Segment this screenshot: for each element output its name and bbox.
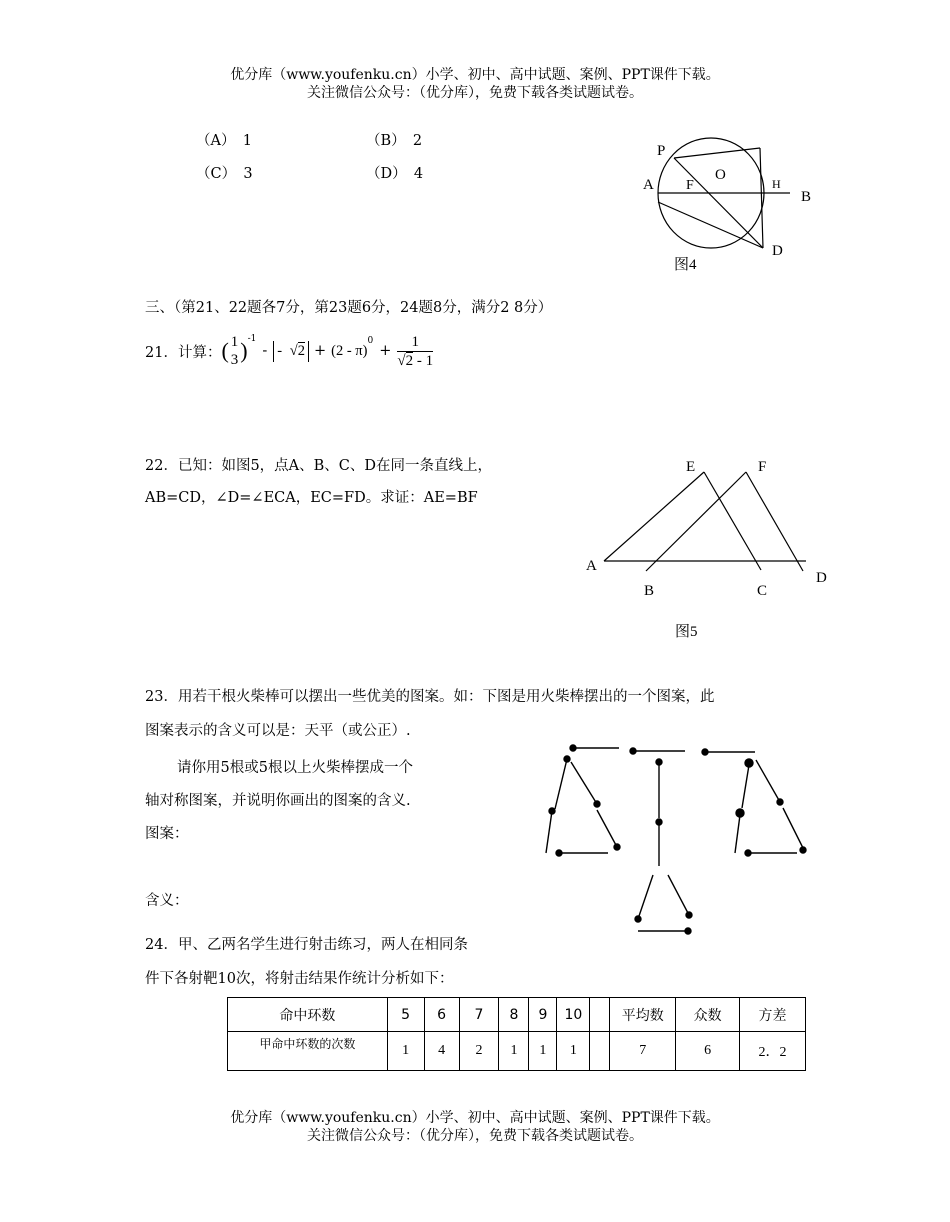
matchstick-head (594, 801, 600, 807)
q23-line-1: 23．用若干根火柴棒可以摆出一些优美的图案。如：下图是用火柴棒摆出的一个图案，此 (145, 689, 715, 705)
figure-4-caption: 图4 (674, 257, 697, 273)
matchstick-head (685, 928, 691, 934)
q21-sup-neg1: -1 (247, 334, 257, 344)
label-b: B (801, 189, 812, 205)
matchstick-head (736, 809, 744, 817)
table-header-cell: 9 (529, 998, 557, 1032)
table-header-cell: 众数 (676, 998, 740, 1032)
question-21: 21．计算： ( 1 3 ) $^{-1}$ - - √2 + (2 - π) $^0$ + $\frac{1}{√2 - 1}$ (145, 333, 434, 369)
line-ae (604, 472, 704, 561)
matchstick-head (635, 916, 641, 922)
line-bf (646, 472, 746, 571)
label-d: D (772, 243, 783, 259)
footer-line-1: 优分库（www.youfenku.cn）小学、初中、高中试题、案例、PPT课件下载。 (230, 1110, 720, 1126)
table-header-cell (590, 998, 610, 1032)
matchstick-head (556, 850, 562, 856)
matchstick (546, 811, 552, 853)
table-row (228, 1032, 806, 1071)
table-cell: 1 (557, 1032, 590, 1071)
header-line-1: 优分库（www.youfenku.cn）小学、初中、高中试题、案例、PPT课件下载。 (230, 67, 720, 83)
q22-line-1: 22．已知：如图5，点A、B、C、D在同一条直线上， (145, 458, 493, 474)
table-cell (590, 1032, 610, 1071)
table-cell: 甲命中环数的次数 (228, 1032, 388, 1071)
table-cell: 6 (676, 1032, 740, 1071)
footer-line-2: 关注微信公众号：（优分库），免费下载各类试题试卷。 (307, 1128, 643, 1144)
matchstick-head (570, 745, 576, 751)
matchstick (735, 815, 740, 853)
option-b: （B） 2 (366, 133, 423, 149)
q23-meaning-label: 含义： (145, 893, 189, 909)
table-cell: 4 (424, 1032, 459, 1071)
q21-frac-num: 1 (230, 334, 239, 350)
matchstick-head (800, 847, 806, 853)
table-cell: 1 (387, 1032, 424, 1071)
q21-plus-2: + (379, 343, 392, 359)
matchstick-head (656, 819, 662, 825)
matchstick-head (564, 756, 570, 762)
q21-f2-tail: - 1 (416, 352, 434, 369)
q23-pattern-label: 图案： (145, 826, 189, 842)
q21-f2-sqrt: 2 (405, 352, 414, 369)
q21-plus-1: + (313, 343, 327, 359)
matchstick-head (777, 799, 783, 805)
label-a: A (586, 558, 597, 574)
label-o: O (715, 167, 726, 183)
option-d: （D） 4 (366, 166, 424, 182)
label-f: F (686, 178, 694, 193)
line-ad (658, 202, 763, 248)
line-ec (704, 472, 761, 570)
matchstick-head (614, 844, 620, 850)
matchstick (783, 808, 803, 848)
line-fd (746, 472, 803, 571)
label-a: A (643, 177, 654, 193)
shooting-stats-table (227, 997, 806, 1071)
line-h-d (760, 148, 763, 248)
q23-line-2: 图案表示的含义可以是：天平（或公正）. (145, 723, 411, 739)
q21-frac-den: 3 (230, 352, 239, 368)
q24-line-1: 24．甲、乙两名学生进行射击练习，两人在相同条 (145, 937, 468, 953)
matchstick (571, 762, 597, 804)
label-h: H (772, 177, 781, 191)
matchstick-head (549, 808, 555, 814)
figure-5 (580, 450, 840, 650)
table-header-cell: 方差 (740, 998, 806, 1032)
section-3-title: 三、（第21、22题各7分，第23题6分，24题8分，满分2 8分） (145, 300, 553, 316)
q21-abs-minus: - (277, 342, 283, 359)
header-line-2: 关注微信公众号：（优分库），免费下载各类试题试卷。 (307, 85, 643, 101)
table-cell: 2．2 (740, 1032, 806, 1071)
q21-paren: (2 - π) (331, 342, 368, 359)
q21-prefix: 21．计算： (145, 344, 222, 361)
label-d: D (816, 570, 827, 586)
table-header-cell: 6 (424, 998, 459, 1032)
table-cell: 7 (610, 1032, 676, 1071)
matchstick-head (686, 912, 692, 918)
table-header-cell: 8 (499, 998, 529, 1032)
figure-4 (630, 130, 830, 280)
matchstick-head (702, 749, 708, 755)
table-cell: 1 (499, 1032, 529, 1071)
q21-sqrt-arg: 2 (297, 342, 305, 359)
q23-line-3: 请你用5根或5根以上火柴棒摆成一个 (177, 760, 413, 776)
matchstick-head (745, 759, 753, 767)
option-a: （A） 1 (196, 133, 252, 149)
label-e: E (686, 459, 696, 475)
table-header-cell: 平均数 (610, 998, 676, 1032)
q22-line-2: AB=CD，∠D=∠ECA，EC=FD。求证：AE=BF (145, 490, 478, 506)
table-header-cell: 5 (387, 998, 424, 1032)
table-header-cell: 7 (459, 998, 499, 1032)
matchstick (597, 810, 617, 847)
figure-5-caption: 图5 (675, 624, 698, 640)
matchstick-head (745, 850, 751, 856)
option-c: （C） 3 (196, 166, 253, 182)
matchstick (668, 875, 689, 915)
label-p: P (657, 143, 666, 159)
matchstick-head (656, 759, 662, 765)
label-c: C (757, 583, 768, 599)
table-cell: 1 (529, 1032, 557, 1071)
q21-f2-num: 1 (397, 333, 433, 352)
matchstick-balance-figure (535, 738, 815, 938)
matchstick (555, 759, 567, 809)
q23-line-4: 轴对称图案，并说明你画出的图案的含义. (145, 793, 411, 809)
table-cell: 2 (459, 1032, 499, 1071)
table-header-cell: 10 (557, 998, 590, 1032)
q24-line-2: 件下各射靶10次，将射击结果作统计分析如下： (145, 971, 454, 987)
matchstick (756, 760, 780, 802)
matchstick (742, 765, 749, 808)
q21-minus: - (262, 343, 268, 359)
q21-sup-0: 0 (367, 336, 374, 346)
label-f: F (758, 459, 767, 475)
table-header-cell: 命中环数 (228, 998, 388, 1032)
table-header-row (228, 998, 806, 1032)
matchstick-head (630, 748, 636, 754)
matchstick (638, 875, 653, 919)
label-b: B (644, 583, 655, 599)
